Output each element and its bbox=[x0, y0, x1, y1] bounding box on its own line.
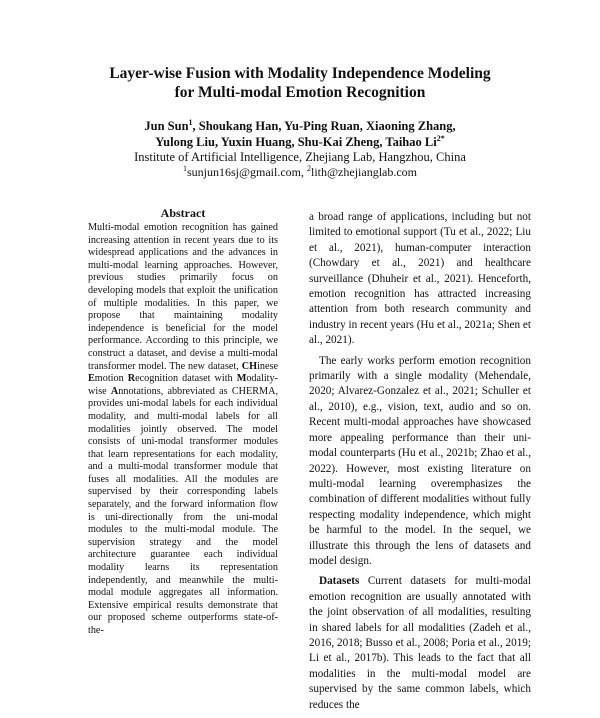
acronym-inese: inese bbox=[257, 360, 278, 372]
affiliation: Institute of Artificial Intelligence, Zhejiang Lab, Hangzhou, China bbox=[134, 150, 466, 164]
author-first-sup: 1 bbox=[188, 118, 193, 127]
datasets-runin-heading: Datasets bbox=[319, 575, 360, 588]
right-column-body bbox=[309, 210, 531, 718]
acronym-ch: CH bbox=[241, 360, 258, 372]
paper-title bbox=[0, 64, 600, 102]
acronym-m: M bbox=[236, 373, 247, 385]
author-list bbox=[0, 118, 600, 150]
acronym-r: R bbox=[127, 373, 136, 385]
author-emails bbox=[0, 165, 600, 180]
author-last-sup: 2* bbox=[436, 134, 445, 143]
authors-line-2 bbox=[0, 134, 600, 150]
authors-line-1 bbox=[0, 118, 600, 134]
email-sup-1: 1 bbox=[182, 164, 187, 173]
authors-line-2-text: Yulong Liu, Yuxin Huang, Shu-Kai Zheng, Taihao Li bbox=[155, 135, 437, 149]
email-sup-2: 2 bbox=[307, 164, 311, 173]
acronym-motion: motion bbox=[94, 373, 128, 385]
abstract-body bbox=[88, 222, 278, 638]
acronym-ecog: ecognition dataset with bbox=[135, 373, 237, 385]
author-first: Jun Sun bbox=[144, 119, 189, 133]
email-1: sunjun16sj@gmail.com, bbox=[186, 165, 307, 179]
acronym-a: A bbox=[110, 385, 119, 397]
datasets-text: Current datasets for multi-modal emotion recognition are usually annotated with the joint observation of all modalities, resulting in shared labels for all modalities (Zadeh et al., 2016, 2018; Busso et al., 2008; Poria et al., 2019; Li et al., 2017b). This leads to the fact that all modalities in the multi-modal model are supervised by the same common labels, which reduces the bbox=[309, 575, 531, 711]
authors-line-1-rest: , Shoukang Han, Yu-Ping Ruan, Xiaoning Zhang, bbox=[192, 119, 456, 133]
body-paragraph-2: The early works perform emotion recognition primarily with a single modality (Mehendale, 2020; Alvarez-Gonzalez et al., 2021; Schuller et al., 2010), e.g., vision, text, audio and so on. Recent multi-modal approaches have showcased more appealing performance than their uni-modal counterparts (Hu et al., 2021b; Zhao et al., 2022). However, most existing literature on multi-modal learning overemphasizes the combination of different modalities without fully respecting modality independence, which might be harmful to the model. In the sequel, we illustrate this through the lens of datasets and model design. bbox=[309, 354, 531, 567]
acronym-e: E bbox=[88, 373, 95, 385]
acronym-odality: odality-wise bbox=[88, 373, 278, 397]
abstract-part-2: nnotations, abbreviated as CHERMA, provides uni-modal labels for each individual modality, and multi-modal labels for all modalities jointly observed. The model consists of uni-modal transformer modules that learn representations for each modality, and a multi-modal transformer module that fuses all modalities. All the modules are supervised by their corresponding labels separately, and the forward information flow is uni-directionally from the uni-modal modules to the multi-modal module. The supervision strategy and the model architecture guarantee each individual modality learns its representation independently, and meanwhile the multi-modal module aggregates all information. Extensive empirical results demonstrate that our proposed scheme outperforms state-of-the- bbox=[88, 385, 278, 636]
title-line-2: for Multi-modal Emotion Recognition bbox=[174, 84, 426, 101]
body-paragraph-1: a broad range of applications, including but not limited to emotional support (Tu et al., 2022; Liu et al., 2021), human-computer interaction (Chowdary et al., 2021) and healthcare surveillance (Dhuheir et al., 2021). Henceforth, emotion recognition has attracted increasing attention from both research community and industry in recent years (Hu et al., 2021a; Shen et al., 2021). bbox=[309, 211, 531, 347]
email-2: lith@zhejianglab.com bbox=[311, 165, 418, 179]
body-paragraph-3 bbox=[309, 574, 531, 713]
title-line-1: Layer-wise Fusion with Modality Independence Modeling bbox=[109, 65, 491, 82]
abstract-part-1: Multi-modal emotion recognition has gained increasing attention in recent years due to its widespread applications and the advances in multi-modal learning approaches. However, previous studies primarily focus on developing models that exploit the unification of multiple modalities. In this paper, we propose that maintaining modality independence is beneficial for the model performance. According to this principle, we construct a dataset, and devise a multi-modal transformer model. The new dataset, bbox=[88, 222, 278, 372]
abstract-heading: Abstract bbox=[160, 206, 206, 220]
abstract-paragraph bbox=[88, 222, 278, 638]
